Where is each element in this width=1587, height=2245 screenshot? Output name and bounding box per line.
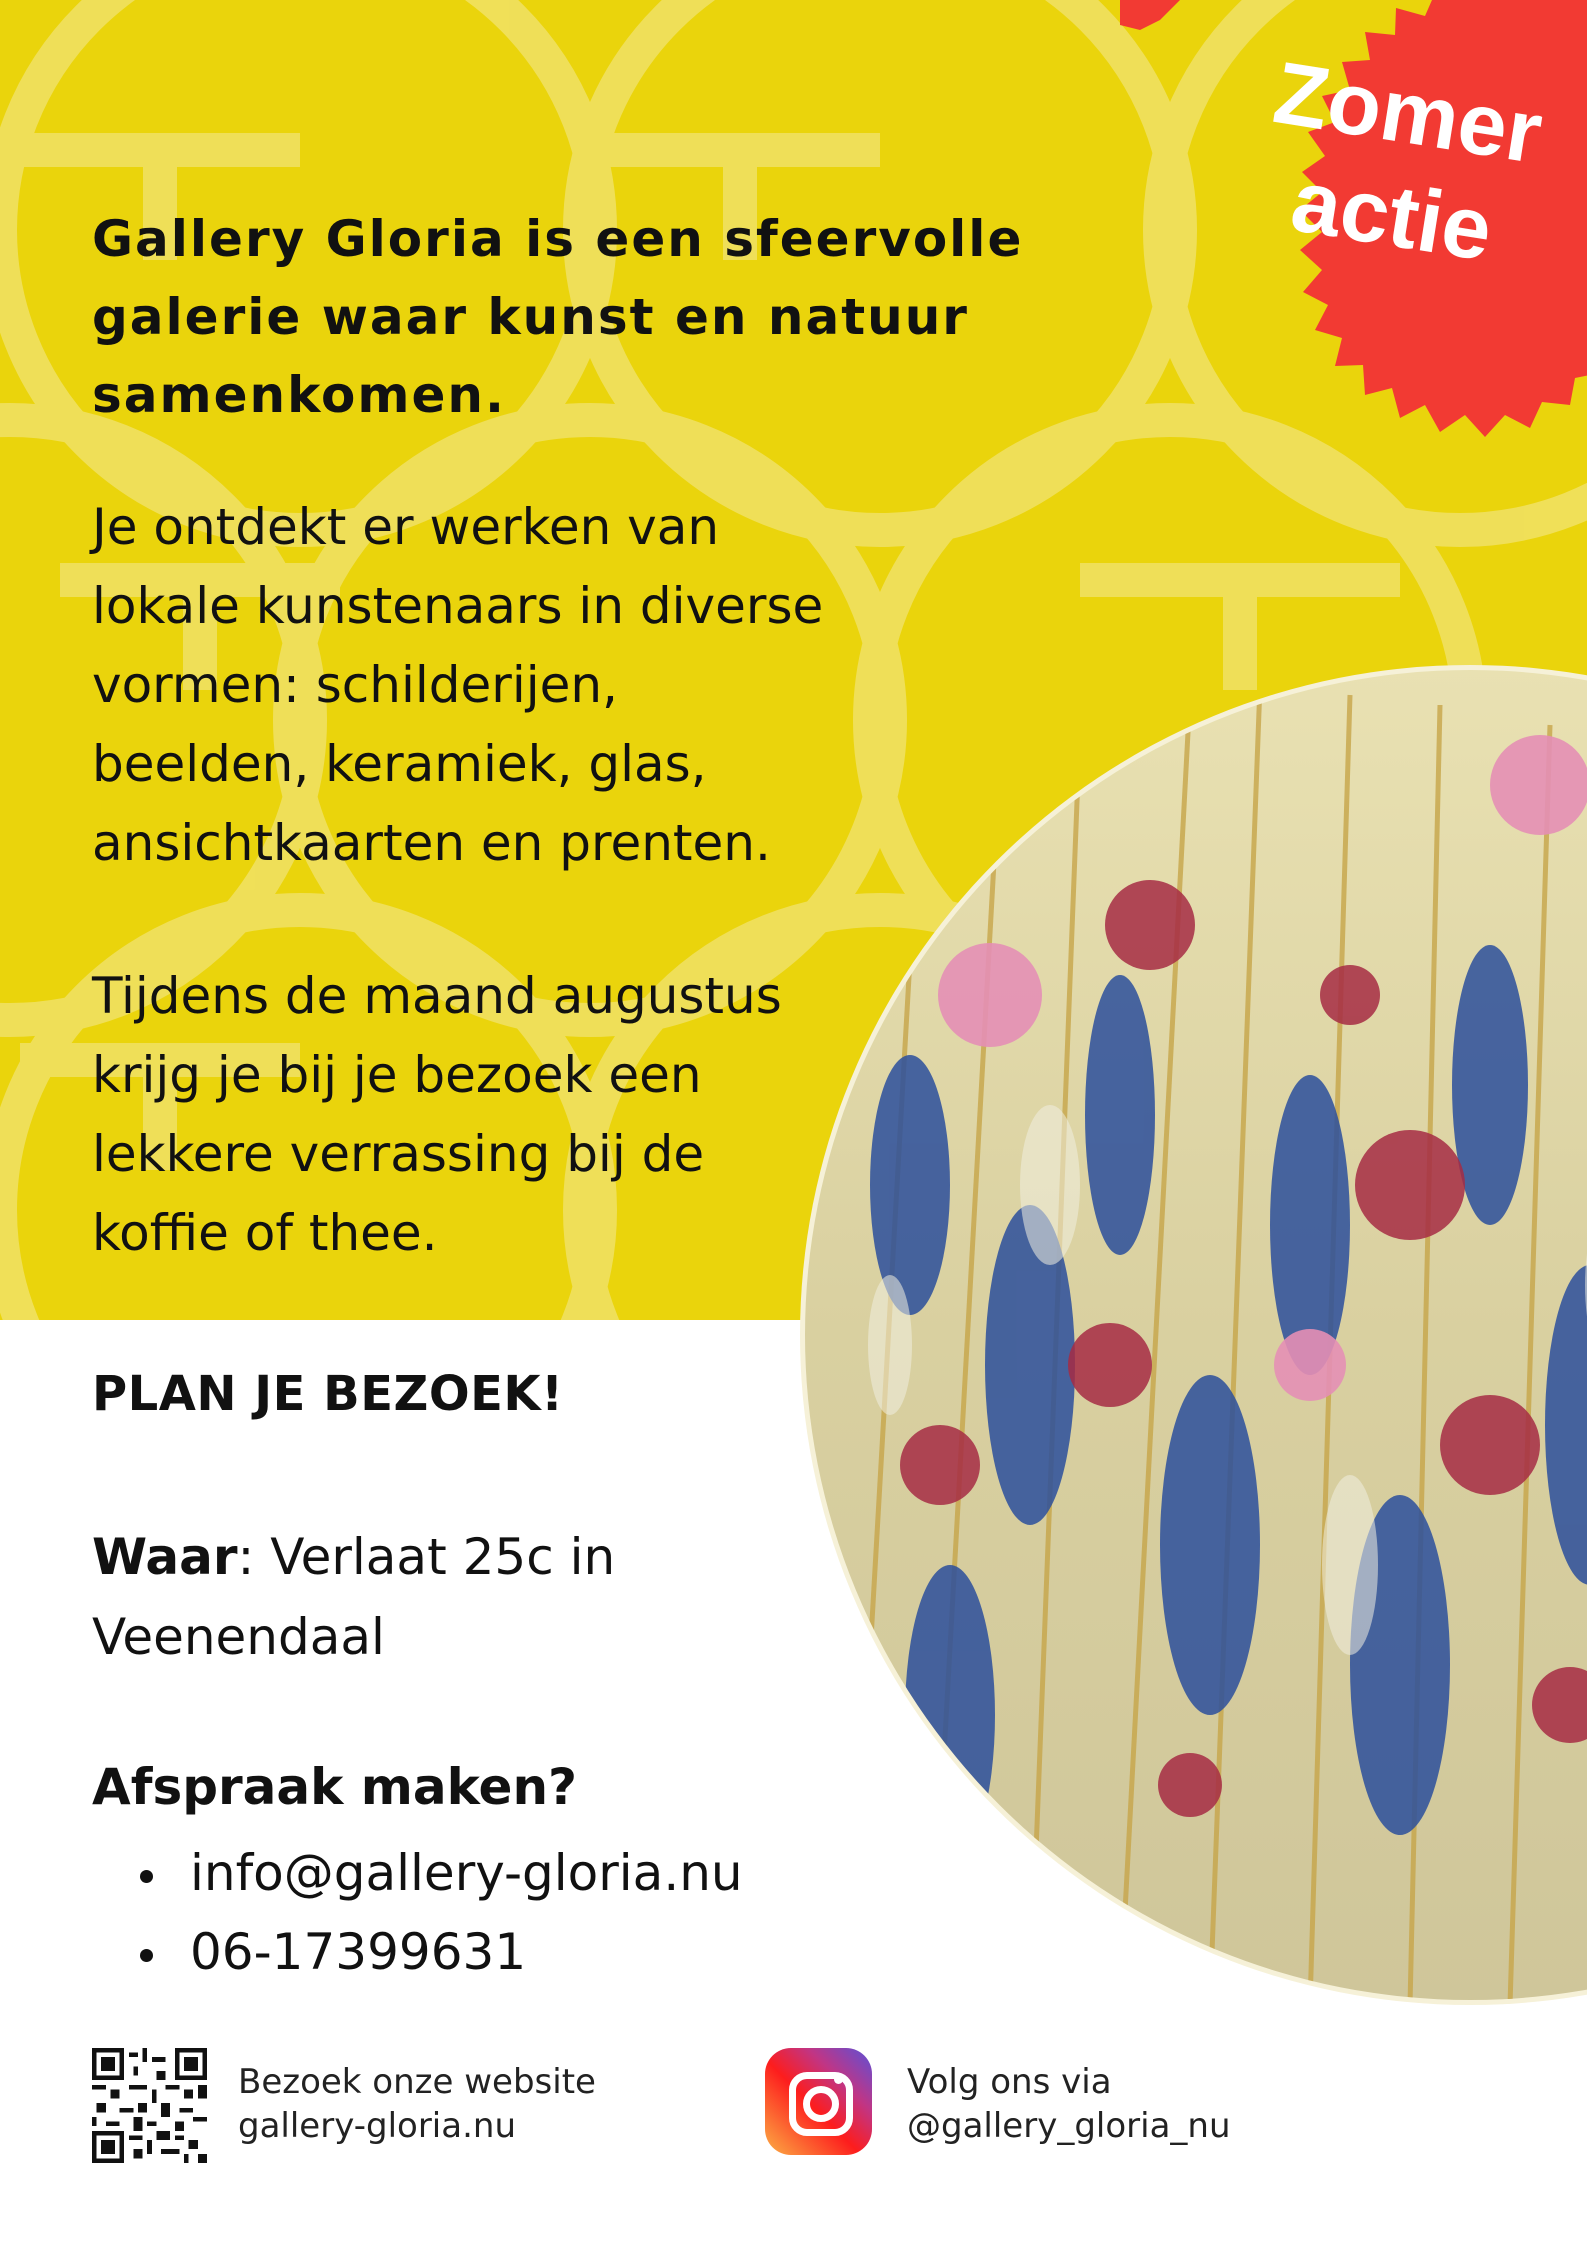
contact-email[interactable]: info@gallery-gloria.nu xyxy=(140,1834,743,1913)
intro-headline: Gallery Gloria is een sfeervolle galerie waar kunst en natuur samenkomen. xyxy=(92,210,1024,424)
location-label: Waar xyxy=(92,1528,238,1586)
instagram-icon[interactable] xyxy=(765,2048,872,2155)
social-handle[interactable]: @gallery_gloria_nu xyxy=(907,2106,1231,2146)
plan-visit-heading: PLAN JE BEZOEK! xyxy=(92,1366,564,1422)
contact-list xyxy=(140,1834,743,1992)
location-value: : Verlaat 25c in Veenendaal xyxy=(92,1528,616,1666)
flower-painting-image xyxy=(790,665,1587,2005)
appointment-heading: Afspraak maken? xyxy=(92,1758,578,1816)
promo-badge-text: Zomer actie xyxy=(1267,42,1549,280)
website-url[interactable]: gallery-gloria.nu xyxy=(238,2106,516,2146)
social-label: Volg ons via xyxy=(907,2062,1112,2102)
website-label: Bezoek onze website xyxy=(238,2062,596,2102)
intro-paragraph: Je ontdekt er werken van lokale kunstenaars in diverse vormen: schilderijen, beelden, keramiek, glas, ansichtkaarten en prenten. xyxy=(92,498,824,872)
promo-paragraph: Tijdens de maand augustus krijg je bij je bezoek een lekkere verrassing bij de koffie of thee. xyxy=(92,967,782,1262)
location-text xyxy=(92,1517,792,1677)
qr-code-icon[interactable] xyxy=(92,2048,207,2163)
contact-phone[interactable]: 06-17399631 xyxy=(140,1913,743,1992)
